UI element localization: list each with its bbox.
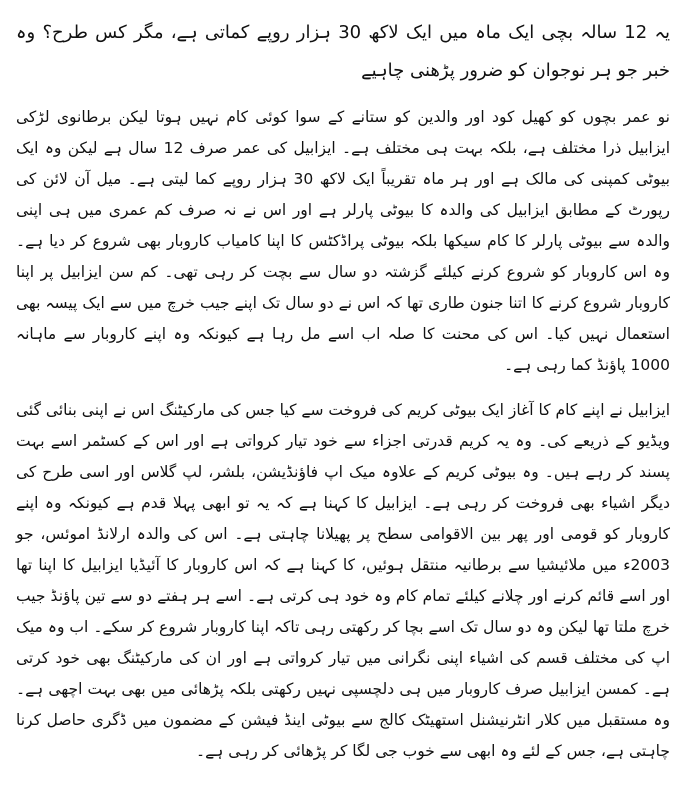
article-headline: یہ 12 سالہ بچی ایک ماہ میں ایک لاکھ 30 ہزار روپے کماتی ہے، مگر کس طرح؟ وہ خبر جو ہر نوجوان کو ضرور پڑھنی چاہیے [16, 22, 670, 81]
article-paragraph-2: ایزابیل نے اپنے کام کا آغاز ایک بیوٹی کریم کی فروخت سے کیا جس کی مارکیٹنگ اس نے اپنی بنائی گئی ویڈیو کے ذریعے کی۔ وہ یہ کریم قدرتی اجزاء سے خود تیار کرواتی ہے اور اس کے کسٹمر اسے بہت پسند کر رہے ہیں۔ وہ بیوٹی کریم کے علاوہ میک اپ فاؤنڈیشن، بلشر، لپ گلاس اور اسی طرح کی دیگر اشیاء بھی فروخت کر رہی ہے۔ ایزابیل کا کہنا ہے کہ یہ تو ابھی پہلا قدم ہے کیونکہ وہ اپنے کاروبار کو قومی اور پھر بین الاقوامی سطح پر پھیلانا چاہتی ہے۔ اس کی والدہ ارلانڈ اموئس، جو 2003ء میں ملائیشیا سے برطانیہ منتقل ہوئیں، کا کہنا ہے کہ اس کاروبار کا آئیڈیا ایزابیل کا اپنا تھا اور اسے قائم کرنے اور چلانے کیلئے تمام کام وہ خود ہی کرتی ہے۔ اسے ہر ہفتے دو سے تین پاؤنڈ جیب خرچ ملتا تھا لیکن وہ دو سال تک اسے بچا کر رکھتی رہی تاکہ اپنا کاروبار شروع کر سکے۔ اب وہ میک اپ کی مختلف قسم کی اشیاء اپنی نگرانی میں تیار کرواتی ہے اور ان کی مارکیٹنگ بھی خود کرتی ہے۔ کمسن ایزابیل صرف کاروبار میں ہی دلچسپی نہیں رکھتی بلکہ پڑھائی میں بھی بہت اچھی ہے۔ وہ مستقبل میں کلار انٹرنیشنل استھیٹک کالج سے بیوٹی اینڈ فیشن کے مضمون میں ڈگری حاصل کرنا چاہتی ہے، جس کے لئے وہ ابھی سے خوب جی لگا کر پڑھائی کر رہی ہے۔ [16, 401, 670, 760]
article-paragraph-1: نو عمر بچوں کو کھیل کود اور والدین کو ستانے کے سوا کوئی کام نہیں ہوتا لیکن برطانوی لڑکی ایزابیل ذرا مختلف ہے، بلکہ بہت ہی مختلف ہے۔ ایزابیل کی عمر صرف 12 سال ہے لیکن وہ ایک بیوٹی کمپنی کی مالک ہے اور ہر ماہ تقریباً ایک لاکھ 30 ہزار روپے کما لیتی ہے۔ میل آن لائن کی رپورٹ کے مطابق ایزابیل کی والدہ کا بیوٹی پارلر ہے اور اس نے نہ صرف کم عمری میں ہی اپنی والدہ سے بیوٹی پارلر کا کام سیکھا بلکہ بیوٹی پراڈکٹس کا اپنا کامیاب کاروبار بھی شروع کر دیا ہے۔ وہ اس کاروبار کو شروع کرنے کیلئے گزشتہ دو سال سے بچت کر رہی تھی۔ کم سن ایزابیل پر اپنا کاروبار شروع کرنے کا اتنا جنون طاری تھا کہ اس نے دو سال تک اپنے جیب خرچ میں سے ایک پیسہ بھی استعمال نہیں کیا۔ اس کی محنت کا صلہ اب اسے مل رہا ہے کیونکہ وہ اپنے کاروبار سے ماہانہ 1000 پاؤنڈ کما رہی ہے۔ [16, 108, 671, 374]
